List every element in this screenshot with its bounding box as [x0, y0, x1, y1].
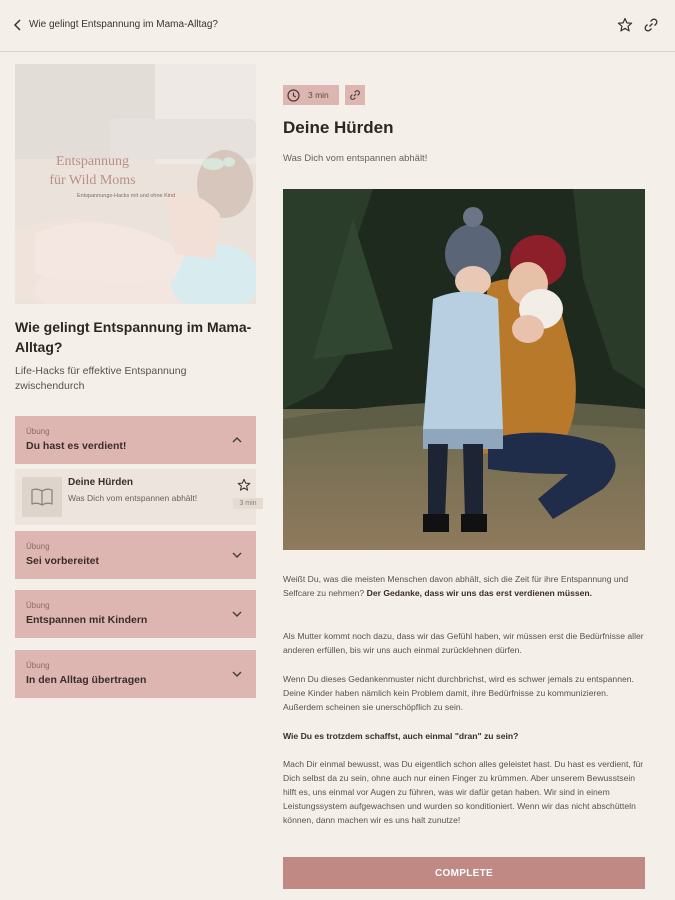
chevron-down-icon[interactable] [231, 549, 243, 561]
cover-subtitle: Entspannungs-Hacks mit und ohne Kind [77, 193, 176, 199]
mother-child-photo [283, 189, 645, 550]
lesson-paragraph-1 [283, 572, 645, 600]
exercise-sei-vorbereitet[interactable] [15, 531, 256, 579]
lesson-item-subtitle: Was Dich vom entspannen abhält! [68, 493, 198, 503]
duration-chip [283, 85, 339, 105]
lesson-item-deine-huerden[interactable] [15, 469, 256, 525]
paragraph-1-bold: Der Gedanke, dass wir uns das erst verdienen müssen. [366, 588, 593, 598]
clock-icon [287, 89, 300, 102]
exercise-name: Sei vorbereitet [26, 555, 99, 567]
complete-button[interactable]: COMPLETE [283, 857, 645, 889]
exercise-name: In den Alltag übertragen [26, 674, 147, 686]
lesson-paragraph-4: Mach Dir einmal bewusst, was Du eigentlich schon alles geleistet hast. Du hast es verdient, für Dich selbst da zu sein, ohne auch nur einen Finger zu krümmen. Aber unserem Bewusstsein hilft es, uns einmal vor Augen zu führen, was wir dafür getan haben. Wir sind in einem Leistungssystem aufgewachsen und wurden so konditioniert. Wenn wir das nicht abschütteln können, dann machen wir es uns halt zunutze! [283, 759, 644, 825]
course-description: Life-Hacks für effektive Entspannung zwischendurch [15, 365, 187, 392]
duration-text: 3 min [308, 90, 329, 100]
chevron-up-icon[interactable] [231, 434, 243, 446]
lesson-question [283, 729, 645, 743]
course-cover-image [15, 64, 256, 304]
chevron-down-icon[interactable] [231, 668, 243, 680]
cover-title-line-2: für Wild Moms [49, 173, 136, 188]
top-bar [0, 0, 675, 52]
exercise-kicker: Übung [26, 661, 50, 670]
question-text: Wie Du es trotzdem schaffst, auch einmal "dran" zu sein? [283, 731, 519, 741]
lesson-intro: Was Dich vom entspannen abhält! [283, 153, 428, 164]
paragraph-1-text: Weißt Du, was die meisten Menschen davon abhält, sich die Zeit für ihre Entspannung und Selfcare zu nehmen? [283, 574, 629, 598]
exercise-du-hast-es-verdient[interactable] [15, 416, 256, 464]
chevron-down-icon[interactable] [231, 608, 243, 620]
exercise-kicker: Übung [26, 542, 50, 551]
cover-title-line-1: Entspannung [55, 154, 130, 169]
exercise-entspannen-mit-kindern[interactable] [15, 590, 256, 638]
star-outline-icon[interactable] [617, 17, 633, 33]
lesson-photo [283, 189, 645, 550]
course-title: Wie gelingt Entspannung im Mama-Alltag? [15, 319, 252, 355]
exercise-name: Du hast es verdient! [26, 440, 127, 452]
exercise-kicker: Übung [26, 427, 50, 436]
copy-link-button[interactable] [345, 85, 365, 105]
exercise-in-den-alltag-uebertragen[interactable] [15, 650, 256, 698]
exercise-name: Entspannen mit Kindern [26, 614, 148, 626]
link-icon [349, 89, 361, 101]
lesson-item-title: Deine Hürden [68, 477, 134, 488]
book-icon [31, 488, 53, 506]
lesson-heading: Deine Hürden [283, 118, 394, 137]
back-arrow-icon[interactable] [10, 17, 26, 33]
star-outline-icon[interactable] [237, 478, 251, 492]
cover-title [15, 152, 170, 190]
lesson-item-duration: 3 min [233, 498, 263, 509]
lesson-paragraph-2: Als Mutter kommt noch dazu, dass wir das Gefühl haben, wir müssen erst die Bedürfnisse aller anderen erfüllen, bis wir uns auch einmal zurücklehnen dürfen. [283, 631, 644, 655]
lesson-paragraph-3: Wenn Du dieses Gedankenmuster nicht durchbrichst, wird es schwer jemals zu entspannen. Deine Kinder haben nämlich kein Problem damit, ihre Bedürfnisse zu kommunizieren. Außerdem scheinen sie unerschöpflich zu sein. [283, 674, 634, 712]
lesson-thumbnail [22, 477, 62, 517]
link-icon[interactable] [643, 17, 659, 33]
page-title: Wie gelingt Entspannung im Mama-Alltag? [29, 19, 218, 30]
exercise-kicker: Übung [26, 601, 50, 610]
